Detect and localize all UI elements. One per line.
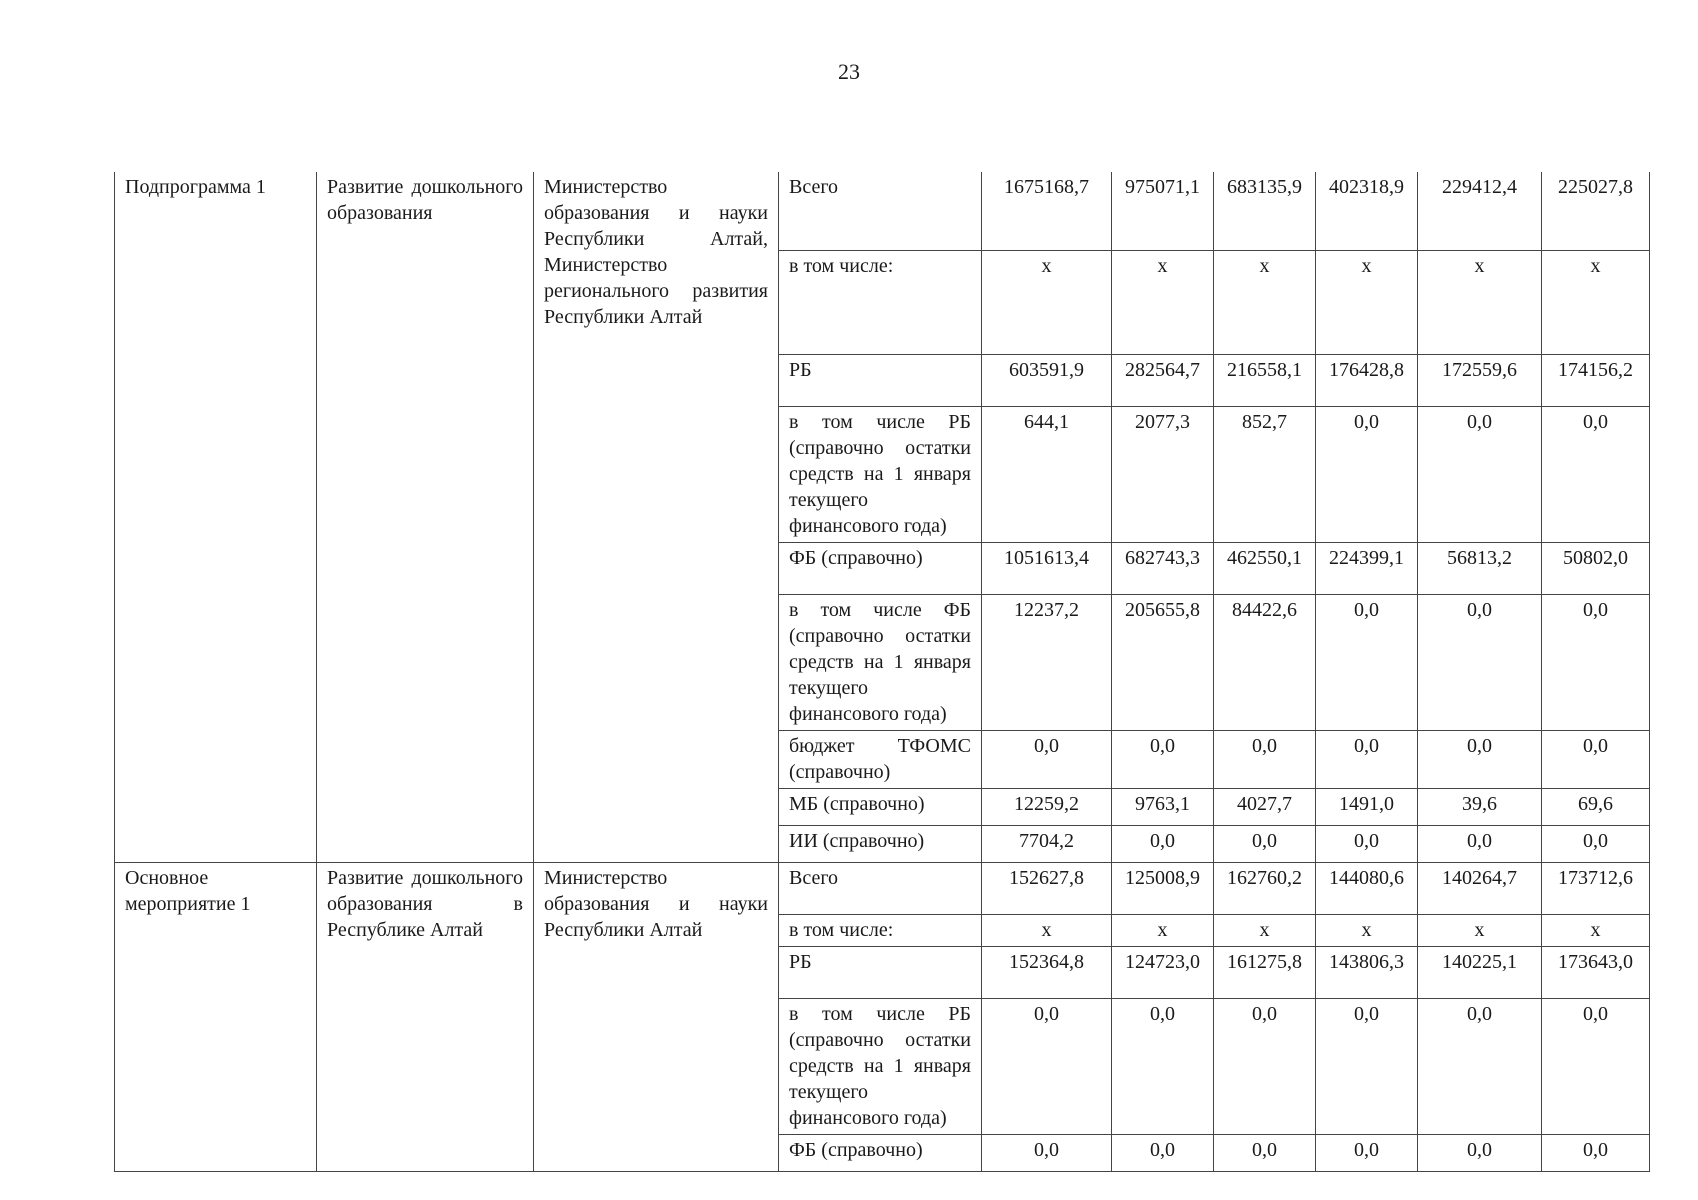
value-cell: 0,0: [1418, 825, 1542, 862]
funding-source-cell: в том числе:: [779, 914, 982, 946]
table-row: [115, 862, 1650, 914]
value-cell: 56813,2: [1418, 542, 1542, 594]
funding-source-cell: ИИ (справочно): [779, 825, 982, 862]
value-cell: 173712,6: [1542, 862, 1650, 914]
value-cell: x: [1418, 914, 1542, 946]
value-cell: x: [1418, 250, 1542, 354]
value-cell: 174156,2: [1542, 354, 1650, 406]
value-cell: 143806,3: [1316, 946, 1418, 998]
value-cell: 682743,3: [1112, 542, 1214, 594]
value-cell: 644,1: [982, 406, 1112, 542]
value-cell: 84422,6: [1214, 594, 1316, 730]
value-cell: 0,0: [1542, 998, 1650, 1134]
value-cell: 0,0: [1542, 730, 1650, 788]
value-cell: 0,0: [1112, 998, 1214, 1134]
funding-source-cell: в том числе:: [779, 250, 982, 354]
name-cell: Развитие дошкольного образования в Республике Алтай: [317, 862, 534, 1171]
value-cell: 0,0: [1316, 406, 1418, 542]
value-cell: 0,0: [1418, 998, 1542, 1134]
value-cell: 152627,8: [982, 862, 1112, 914]
value-cell: 0,0: [1542, 594, 1650, 730]
funding-source-cell: в том числе РБ (справочно остатки средств на 1 января текущего финансового года): [779, 406, 982, 542]
value-cell: x: [1112, 914, 1214, 946]
value-cell: 0,0: [1418, 406, 1542, 542]
value-cell: 0,0: [982, 1134, 1112, 1171]
value-cell: 0,0: [1316, 730, 1418, 788]
value-cell: 0,0: [1112, 730, 1214, 788]
value-cell: 0,0: [1214, 730, 1316, 788]
value-cell: x: [1542, 250, 1650, 354]
value-cell: 224399,1: [1316, 542, 1418, 594]
value-cell: 225027,8: [1542, 172, 1650, 250]
value-cell: 161275,8: [1214, 946, 1316, 998]
value-cell: 39,6: [1418, 788, 1542, 825]
funding-source-cell: РБ: [779, 946, 982, 998]
funding-source-cell: в том числе ФБ (справочно остатки средств на 1 января текущего финансового года): [779, 594, 982, 730]
value-cell: 0,0: [982, 730, 1112, 788]
value-cell: 50802,0: [1542, 542, 1650, 594]
value-cell: x: [1112, 250, 1214, 354]
value-cell: 140225,1: [1418, 946, 1542, 998]
executor-cell: Министерство образования и науки Республики Алтай, Министерство регионального развития Республики Алтай: [534, 172, 779, 862]
value-cell: 216558,1: [1214, 354, 1316, 406]
value-cell: 4027,7: [1214, 788, 1316, 825]
value-cell: 1675168,7: [982, 172, 1112, 250]
value-cell: x: [1214, 914, 1316, 946]
value-cell: 0,0: [1112, 1134, 1214, 1171]
value-cell: 0,0: [1418, 730, 1542, 788]
value-cell: 0,0: [982, 998, 1112, 1134]
value-cell: 975071,1: [1112, 172, 1214, 250]
value-cell: 0,0: [1214, 998, 1316, 1134]
value-cell: 144080,6: [1316, 862, 1418, 914]
value-cell: 402318,9: [1316, 172, 1418, 250]
funding-source-cell: бюджет ТФОМС (справочно): [779, 730, 982, 788]
value-cell: 462550,1: [1214, 542, 1316, 594]
value-cell: 683135,9: [1214, 172, 1316, 250]
name-cell: Развитие дошкольного образования: [317, 172, 534, 862]
value-cell: 69,6: [1542, 788, 1650, 825]
value-cell: 0,0: [1214, 1134, 1316, 1171]
value-cell: 12259,2: [982, 788, 1112, 825]
value-cell: 282564,7: [1112, 354, 1214, 406]
value-cell: 12237,2: [982, 594, 1112, 730]
funding-source-cell: РБ: [779, 354, 982, 406]
value-cell: 0,0: [1418, 594, 1542, 730]
value-cell: x: [1214, 250, 1316, 354]
value-cell: 0,0: [1542, 1134, 1650, 1171]
table-row: [115, 172, 1650, 250]
value-cell: 0,0: [1542, 406, 1650, 542]
value-cell: 0,0: [1542, 825, 1650, 862]
value-cell: 152364,8: [982, 946, 1112, 998]
value-cell: 0,0: [1316, 998, 1418, 1134]
value-cell: 0,0: [1316, 594, 1418, 730]
value-cell: 603591,9: [982, 354, 1112, 406]
value-cell: 9763,1: [1112, 788, 1214, 825]
program-cell: Основное мероприятие 1: [115, 862, 317, 1171]
page-number: 23: [838, 59, 860, 84]
value-cell: 0,0: [1418, 1134, 1542, 1171]
budget-table: [114, 172, 1650, 1172]
value-cell: 0,0: [1316, 1134, 1418, 1171]
value-cell: 205655,8: [1112, 594, 1214, 730]
value-cell: x: [1316, 914, 1418, 946]
budget-table-body: [115, 172, 1650, 1171]
value-cell: 176428,8: [1316, 354, 1418, 406]
value-cell: x: [1316, 250, 1418, 354]
value-cell: 852,7: [1214, 406, 1316, 542]
funding-source-cell: Всего: [779, 172, 982, 250]
value-cell: 229412,4: [1418, 172, 1542, 250]
funding-source-cell: ФБ (справочно): [779, 1134, 982, 1171]
value-cell: 2077,3: [1112, 406, 1214, 542]
value-cell: 7704,2: [982, 825, 1112, 862]
value-cell: 140264,7: [1418, 862, 1542, 914]
executor-cell: Министерство образования и науки Республики Алтай: [534, 862, 779, 1171]
value-cell: x: [982, 250, 1112, 354]
funding-source-cell: ФБ (справочно): [779, 542, 982, 594]
value-cell: 0,0: [1112, 825, 1214, 862]
value-cell: x: [1542, 914, 1650, 946]
value-cell: 0,0: [1214, 825, 1316, 862]
value-cell: 125008,9: [1112, 862, 1214, 914]
value-cell: 0,0: [1316, 825, 1418, 862]
value-cell: 124723,0: [1112, 946, 1214, 998]
value-cell: x: [982, 914, 1112, 946]
value-cell: 1051613,4: [982, 542, 1112, 594]
funding-source-cell: МБ (справочно): [779, 788, 982, 825]
value-cell: 162760,2: [1214, 862, 1316, 914]
value-cell: 173643,0: [1542, 946, 1650, 998]
value-cell: 1491,0: [1316, 788, 1418, 825]
program-cell: Подпрограмма 1: [115, 172, 317, 862]
value-cell: 172559,6: [1418, 354, 1542, 406]
funding-source-cell: в том числе РБ (справочно остатки средств на 1 января текущего финансового года): [779, 998, 982, 1134]
funding-source-cell: Всего: [779, 862, 982, 914]
